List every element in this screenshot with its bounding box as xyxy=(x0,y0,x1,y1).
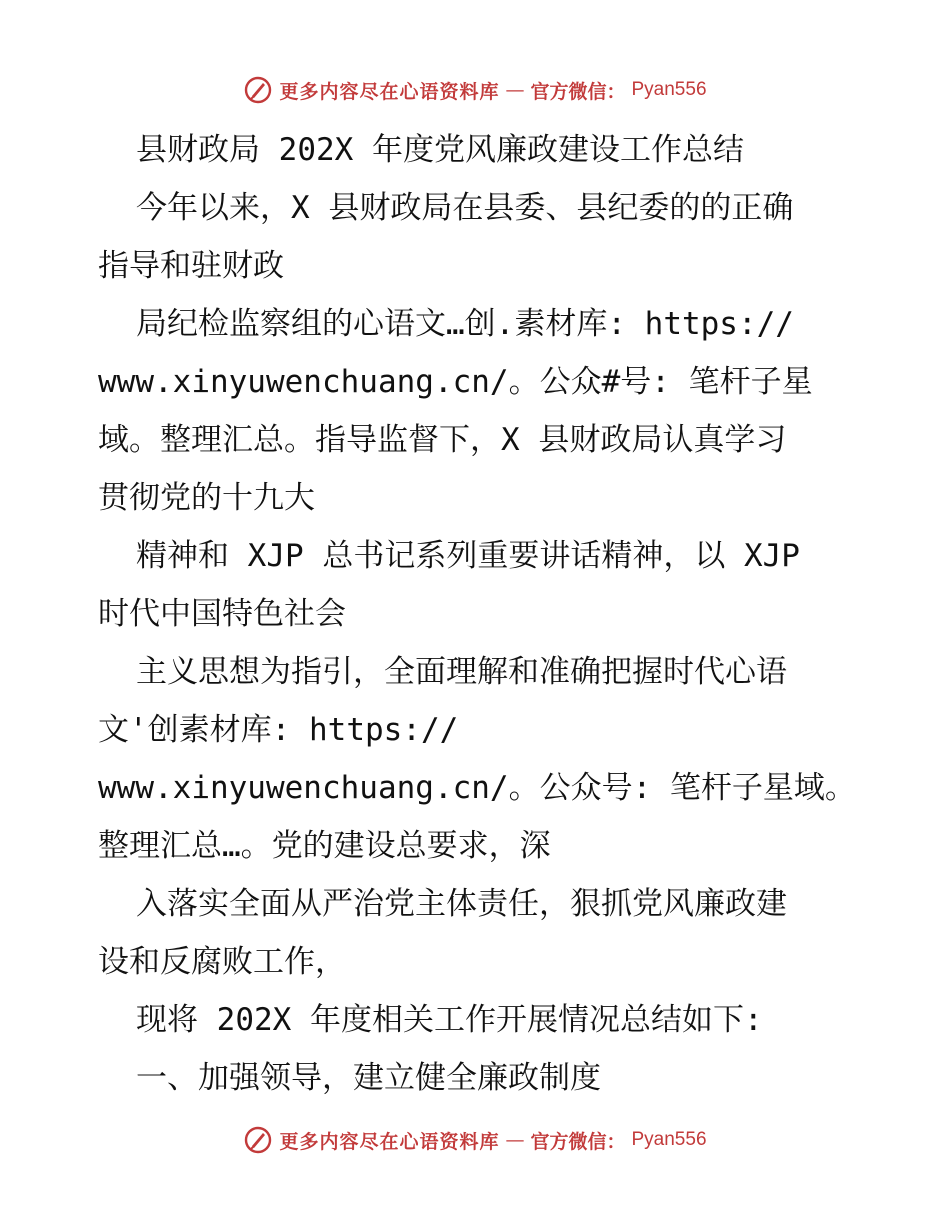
quill-pen-icon xyxy=(243,1125,273,1155)
paragraph-line: www.xinyuwenchuang.cn/。公众#号: 笔杆子星 xyxy=(98,364,813,400)
paragraph-line: 局纪检监察组的心语文…创.素材库: https:// xyxy=(136,306,794,342)
banner-separator: — xyxy=(505,79,525,101)
paragraph-line: 精神和 XJP 总书记系列重要讲话精神，以 XJP xyxy=(136,538,800,574)
paragraph-line: 贯彻党的十九大 xyxy=(98,480,315,516)
paragraph-line: 域。整理汇总。指导监督下，X 县财政局认真学习 xyxy=(98,422,787,458)
document-title: 县财政局 202X 年度党风廉政建设工作总结 xyxy=(136,132,744,168)
paragraph-line: www.xinyuwenchuang.cn/。公众号: 笔杆子星域。 xyxy=(98,770,856,806)
paragraph-line: 主义思想为指引，全面理解和准确把握时代心语 xyxy=(136,654,787,690)
banner-wechat-label: 官方微信： xyxy=(530,1130,626,1153)
paragraph-line: 现将 202X 年度相关工作开展情况总结如下: xyxy=(136,1002,763,1038)
banner-wechat-label: 官方微信： xyxy=(530,80,626,103)
footer-banner xyxy=(0,1120,950,1160)
section-heading: 一、加强领导，建立健全廉政制度 xyxy=(136,1060,601,1096)
banner-main-text: 更多内容尽在心语资料库 xyxy=(279,80,500,103)
banner-main-text: 更多内容尽在心语资料库 xyxy=(279,1130,500,1153)
header-banner xyxy=(0,70,950,110)
paragraph-line: 时代中国特色社会 xyxy=(98,596,346,632)
banner-wechat-id: Pyan556 xyxy=(631,79,707,100)
paragraph-line: 今年以来，X 县财政局在县委、县纪委的的正确 xyxy=(136,190,794,226)
paragraph-line: 整理汇总…。党的建设总要求，深 xyxy=(98,828,551,864)
document-body xyxy=(98,121,868,1107)
quill-pen-icon xyxy=(243,75,273,105)
banner-wechat-id: Pyan556 xyxy=(631,1129,707,1150)
paragraph-line: 指导和驻财政 xyxy=(98,248,284,284)
banner-separator: — xyxy=(505,1129,525,1151)
paragraph-line: 文'创素材库: https:// xyxy=(98,712,459,748)
paragraph-line: 设和反腐败工作， xyxy=(98,944,346,980)
paragraph-line: 入落实全面从严治党主体责任，狠抓党风廉政建 xyxy=(136,886,787,922)
